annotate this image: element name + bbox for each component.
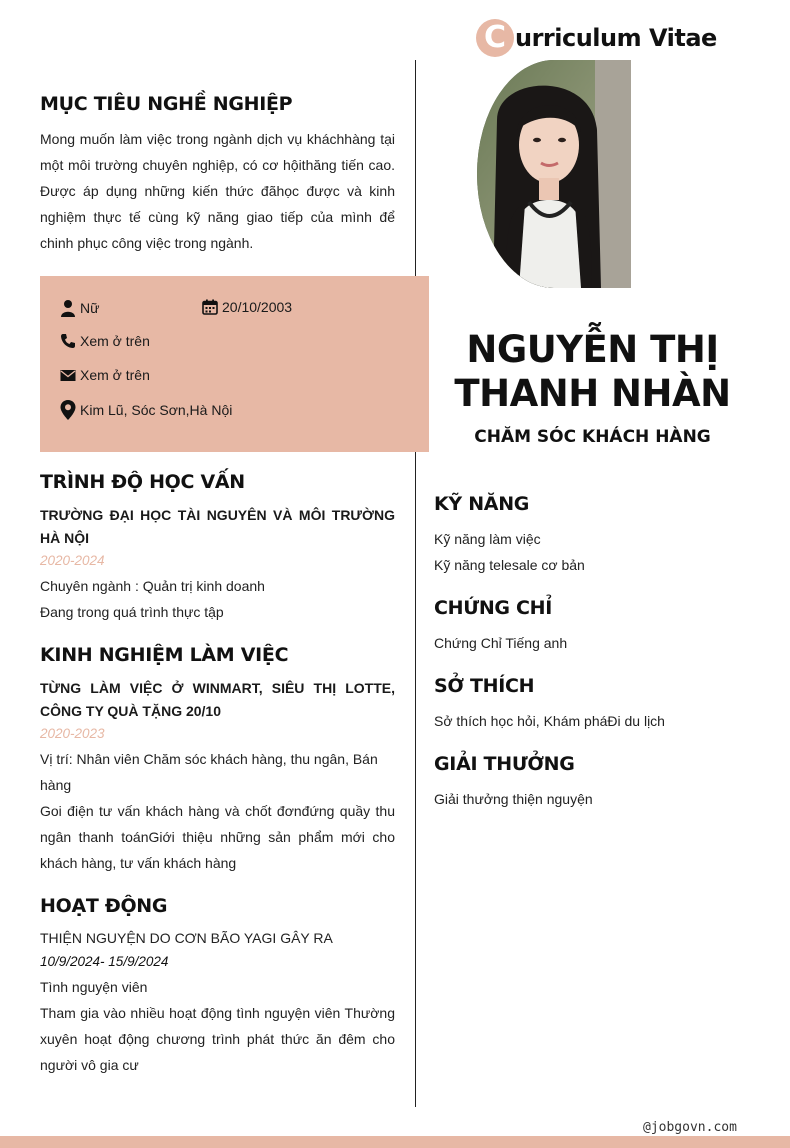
- full-name: [440, 328, 745, 416]
- activity-period: 10/9/2024- 15/9/2024: [40, 954, 169, 969]
- awards-title: GIẢI THƯỞNG: [434, 753, 575, 775]
- skill-item: Kỹ năng telesale cơ bản: [434, 557, 585, 573]
- experience-description: Goi điện tư vấn khách hàng và chốt đơnđứng quầy thu ngân thanh toánGiới thiệu những sản phẩm mới cho khách hàng, tư vấn khách hàng: [40, 803, 395, 871]
- cv-logo: [476, 18, 717, 58]
- logo-text: urriculum Vitae: [515, 24, 717, 52]
- person-icon: [60, 299, 76, 317]
- name-line-1: NGUYỄN THỊ: [466, 328, 719, 371]
- location-pin-icon: [60, 400, 76, 420]
- education-major: Chuyên ngành : Quản trị kinh doanh: [40, 578, 265, 594]
- hobby-item: Sở thích học hỏi, Khám pháĐi du lịch: [434, 713, 665, 729]
- certificate-item: Chứng Chỉ Tiếng anh: [434, 635, 568, 651]
- info-email: [60, 367, 150, 383]
- profile-photo: [477, 60, 631, 288]
- activity-description: Tham gia vào nhiều hoạt động tình nguyện viên Thường xuyên hoạt động chương trình phát thức ăn đêm cho người vô gia cư: [40, 1005, 395, 1073]
- gender-value: Nữ: [80, 300, 100, 316]
- watermark: @jobgovn.com: [643, 1120, 737, 1135]
- education-school: TRƯỜNG ĐẠI HỌC TÀI NGUYÊN VÀ MÔI TRƯỜNG HÀ NỘI: [40, 507, 395, 546]
- education-title: TRÌNH ĐỘ HỌC VẤN: [40, 471, 245, 493]
- education-status: Đang trong quá trình thực tập: [40, 604, 224, 620]
- logo-circle: [476, 19, 514, 57]
- activity-role: Tình nguyện viên: [40, 979, 148, 995]
- info-birthday: [202, 299, 292, 315]
- experience-title: KINH NGHIỆM LÀM VIỆC: [40, 644, 289, 666]
- education-period: 2020-2024: [40, 553, 105, 568]
- job-title: CHĂM SÓC KHÁCH HÀNG: [474, 427, 711, 447]
- skills-title: KỸ NĂNG: [434, 493, 530, 515]
- address-value: Kim Lũ, Sóc Sơn,Hà Nội: [80, 402, 233, 418]
- phone-icon: [60, 333, 76, 349]
- activities-title: HOẠT ĐỘNG: [40, 895, 168, 917]
- footer-bar: [0, 1136, 790, 1148]
- info-gender: [60, 299, 99, 317]
- email-value: Xem ở trên: [80, 367, 150, 383]
- certificates-title: CHỨNG CHỈ: [434, 597, 553, 619]
- experience-position: Vị trí: Nhân viên Chăm sóc khách hàng, thu ngân, Bán hàng: [40, 751, 378, 793]
- calendar-icon: [202, 299, 218, 315]
- objective-text: Mong muốn làm việc trong ngành dịch vụ kháchhàng tại một môi trường chuyên nghiệp, có cơ hộithăng tiến cao. Được áp dụng những kiến thức đãhọc được và kinh nghiệm thực tế cùng kỹ năng giao tiếp của mình để chinh phục công việc trong ngành.: [40, 131, 395, 251]
- objective-title: MỤC TIÊU NGHỀ NGHIỆP: [40, 93, 293, 115]
- birthday-value: 20/10/2003: [222, 299, 293, 315]
- experience-period: 2020-2023: [40, 726, 105, 741]
- info-address: [60, 400, 232, 420]
- info-phone: [60, 333, 150, 349]
- experience-company: TỪNG LÀM VIỆC Ở WINMART, SIÊU THỊ LOTTE, CÔNG TY QUÀ TẶNG 20/10: [40, 680, 395, 719]
- award-item: Giải thưởng thiện nguyện: [434, 791, 593, 807]
- hobbies-title: SỞ THÍCH: [434, 675, 535, 697]
- personal-info-box: [40, 276, 429, 452]
- skill-item: Kỹ năng làm việc: [434, 531, 541, 547]
- envelope-icon: [60, 368, 76, 382]
- name-line-2: THANH NHÀN: [454, 372, 731, 415]
- activity-name: THIỆN NGUYỆN DO CƠN BÃO YAGI GÂY RA: [40, 930, 333, 946]
- logo-letter: C: [483, 20, 507, 55]
- phone-value: Xem ở trên: [80, 333, 150, 349]
- portrait-illustration: [477, 60, 631, 288]
- column-divider: [415, 60, 416, 1107]
